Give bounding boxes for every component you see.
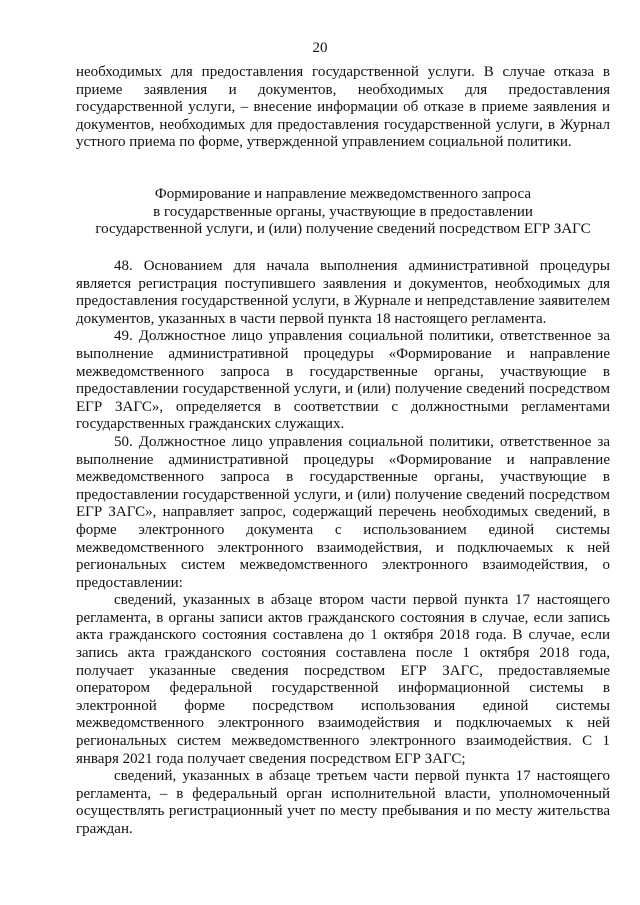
section-heading — [76, 186, 610, 239]
section-heading-line-3: государственной услуги, и (или) получение сведений посредством ЕГР ЗАГС — [95, 221, 591, 237]
paragraph-50-item-1: сведений, указанных в абзаце втором части первой пункта 17 настоящего регламента, в органы записи актов гражданского состояния в случае, если запись акта гражданского состояния составлена до 1 октября 2018 года. В случае, если запись акта гражданского состояния составлена после 1 октября 2018 года, получает указанные сведения посредством ЕГР ЗАГС, предоставляемые оператором федеральной государственной информационной системы в электронной форме посредством использования единой системы межведомственного электронного взаимодействия и подключаемых к ней региональных систем межведомственного электронного взаимодействия. С 1 января 2021 года получает сведения посредством ЕГР ЗАГС; — [76, 592, 610, 767]
paragraph-50-item-2: сведений, указанных в абзаце третьем части первой пункта 17 настоящего регламента, – в федеральный орган исполнительной власти, уполномоченный осуществлять регистрационный учет по месту пребывания и по месту жительства граждан. — [76, 768, 610, 837]
intro-paragraph-block — [76, 64, 610, 152]
section-heading-line-2: в государственные органы, участвующие в предоставлении — [153, 203, 533, 220]
intro-paragraph: необходимых для предоставления государственной услуги. В случае отказа в приеме заявления и документов, необходимых для предоставления государственной услуги, – внесение информации об отказе в приеме заявления и документов, необходимых для предоставления государственной услуги, в Журнал устного приема по форме, утвержденной управлением социальной политики. — [76, 64, 610, 151]
page-number: 20 — [312, 40, 328, 56]
section-heading-line-1: Формирование и направление межведомственного запроса — [154, 186, 532, 202]
paragraph-49: 49. Должностное лицо управления социальной политики, ответственное за выполнение административной процедуры «Формирование и направление межведомственного запроса в государственные органы, участвующие в предоставлении государственной услуги, и (или) получение сведений посредством ЕГР ЗАГС», определяется в соответствии с должностными регламентами государственных гражданских служащих. — [76, 328, 610, 433]
paragraph-50: 50. Должностное лицо управления социальной политики, ответственное за выполнение административной процедуры «Формирование и направление межведомственного запроса в государственные органы, участвующие в предоставлении государственной услуги, и (или) получение сведений посредством ЕГР ЗАГС», направляет запрос, содержащий перечень необходимых сведений, в форме электронного документа с использованием единой системы межведомственного электронного взаимодействия, и подключаемых к ней региональных систем межведомственного электронного взаимодействия, о предоставлении: — [76, 433, 610, 591]
body-paragraphs — [76, 258, 610, 839]
paragraph-48: 48. Основанием для начала выполнения административной процедуры является регистрация поступившего заявления и документов, необходимых для предоставления государственной услуги, в Журнале и непредставление заявителем документов, указанных в части первой пункта 18 настоящего регламента. — [76, 258, 610, 327]
